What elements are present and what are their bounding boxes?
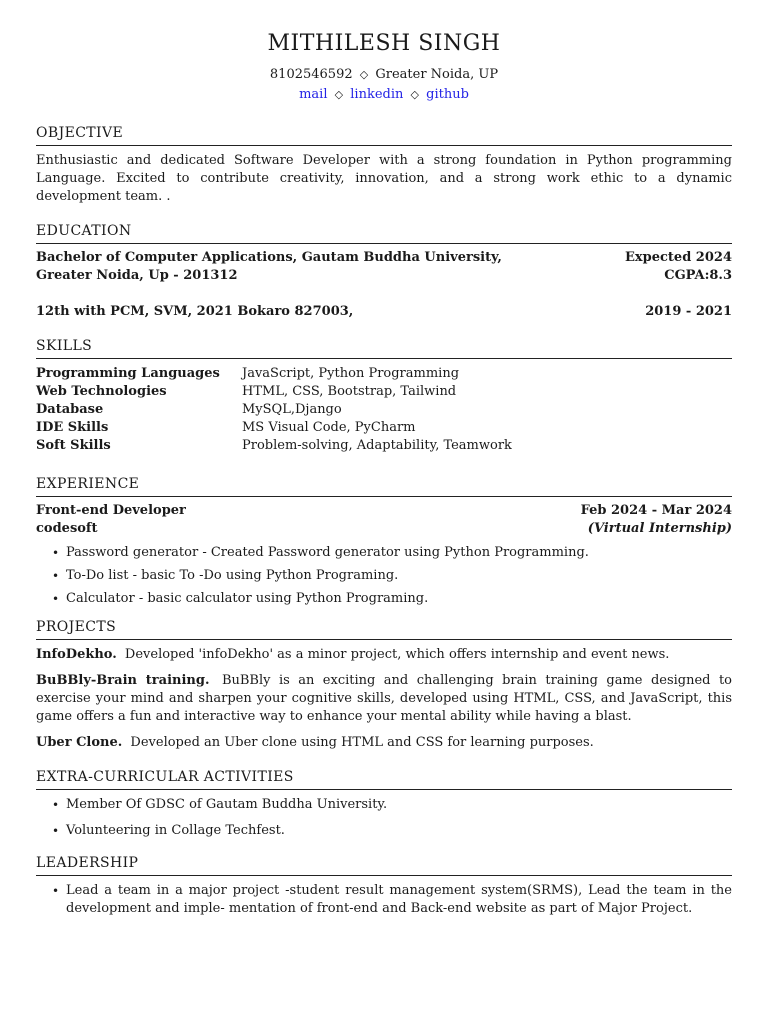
bullet-icon: •	[52, 569, 60, 583]
skill-items: MS Visual Code, PyCharm	[242, 420, 416, 435]
resume-name: MITHILESH SINGH	[267, 31, 501, 56]
list-item	[52, 822, 732, 840]
skill-items: Problem-solving, Adaptability, Teamwork	[242, 438, 512, 453]
skill-items: HTML, CSS, Bootstrap, Tailwind	[242, 384, 457, 399]
bullet-text: Volunteering in Collage Techfest.	[66, 823, 285, 838]
skill-row	[36, 383, 732, 401]
bullet-text: To-Do list - basic To -Do using Python Programing.	[66, 568, 399, 583]
education-date: Expected 2024	[624, 250, 732, 265]
phone-number: 8102546592	[269, 67, 353, 82]
mail-link[interactable]: mail	[299, 87, 328, 102]
skill-row	[36, 401, 732, 419]
skill-row	[36, 437, 732, 455]
bullet-icon: •	[52, 546, 60, 560]
leadership-section	[36, 854, 732, 918]
bullet-icon: •	[52, 824, 60, 838]
bullet-text: Password generator - Created Password generator using Python Programming.	[66, 545, 589, 560]
education-entry	[36, 303, 732, 321]
separator-diamond-icon: ◇	[410, 88, 419, 101]
degree: Bachelor of Computer Applications, Gautam Buddha University,	[36, 250, 502, 265]
job-role: Front-end Developer	[36, 503, 186, 518]
list-item	[52, 796, 732, 814]
contact-line	[36, 66, 732, 84]
project-name: InfoDekho.	[36, 647, 117, 662]
list-item	[52, 882, 732, 918]
objective-section	[36, 124, 732, 206]
skill-category: Programming Languages	[36, 366, 220, 381]
project-item	[36, 646, 732, 664]
skills-table	[36, 365, 732, 455]
section-title: PROJECTS	[36, 618, 732, 640]
project-item	[36, 734, 732, 752]
skill-row	[36, 419, 732, 437]
section-title: EXTRA-CURRICULAR ACTIVITIES	[36, 768, 732, 790]
objective-text: Enthusiastic and dedicated Software Developer with a strong foundation in Python programming Language. Excited to contribute creativity, innovation, and a strong work ethic to a dynamic development team. .	[36, 153, 732, 204]
skill-items: MySQL,Django	[242, 402, 342, 417]
skills-section	[36, 337, 732, 455]
project-item	[36, 672, 732, 726]
company-name: codesoft	[36, 521, 98, 536]
bullet-text: Calculator - basic calculator using Python Programing.	[66, 591, 429, 606]
degree: 12th with PCM, SVM, 2021 Bokaro 827003,	[36, 304, 354, 319]
section-title: LEADERSHIP	[36, 854, 732, 876]
project-name: Uber Clone.	[36, 735, 123, 750]
project-description: Developed an Uber clone using HTML and CSS for learning purposes.	[130, 735, 594, 750]
skill-items: JavaScript, Python Programming	[242, 366, 460, 381]
separator-diamond-icon: ◇	[334, 88, 344, 101]
section-title: EDUCATION	[36, 222, 732, 244]
github-link[interactable]: github	[426, 87, 469, 102]
skill-row	[36, 365, 732, 383]
extracurricular-bullets	[36, 796, 732, 840]
experience-section	[36, 475, 732, 608]
job-dates: Feb 2024 - Mar 2024	[580, 503, 732, 518]
separator-diamond-icon: ◇	[359, 68, 369, 81]
location: Greater Noida, UP	[375, 67, 499, 82]
skill-category: Web Technologies	[36, 384, 167, 399]
list-item	[52, 590, 732, 608]
list-item	[52, 544, 732, 562]
list-item	[52, 567, 732, 585]
experience-entry	[36, 502, 732, 608]
education-section	[36, 222, 732, 321]
links-line	[36, 86, 732, 104]
skill-category: IDE Skills	[36, 420, 109, 435]
job-type: (Virtual Internship)	[587, 521, 732, 536]
extracurricular-section	[36, 768, 732, 840]
experience-bullets	[36, 544, 732, 608]
education-entry	[36, 249, 732, 285]
bullet-text: Lead a team in a major project -student result management system(SRMS), Lead the team in the development and imple- mentation of front-end and Back-end website as part of Major Project.	[66, 883, 732, 916]
section-title: OBJECTIVE	[36, 124, 732, 146]
linkedin-link[interactable]: linkedin	[350, 87, 404, 102]
skill-category: Soft Skills	[36, 438, 111, 453]
cgpa: CGPA:8.3	[664, 268, 732, 283]
project-description: BuBBly is an exciting and challenging brain training game designed to exercise your mind and sharpen your cognitive skills, developed using HTML, CSS, and JavaScript, this game offers a fun and interactive way to enhance your mental ability while having a blast.	[36, 673, 733, 724]
leadership-bullets	[36, 882, 732, 918]
bullet-icon: •	[52, 798, 60, 812]
education-date: 2019 - 2021	[645, 304, 732, 319]
projects-section	[36, 618, 732, 752]
project-name: BuBBly-Brain training.	[36, 673, 210, 688]
education-location: Greater Noida, Up - 201312	[36, 268, 238, 283]
skill-category: Database	[36, 402, 104, 417]
project-description: Developed 'infoDekho' as a minor project, which offers internship and event news.	[124, 647, 670, 662]
section-title: EXPERIENCE	[36, 475, 732, 497]
bullet-icon: •	[52, 592, 60, 606]
section-title: SKILLS	[36, 337, 732, 359]
bullet-icon: •	[52, 884, 60, 898]
bullet-text: Member Of GDSC of Gautam Buddha University.	[66, 797, 388, 812]
